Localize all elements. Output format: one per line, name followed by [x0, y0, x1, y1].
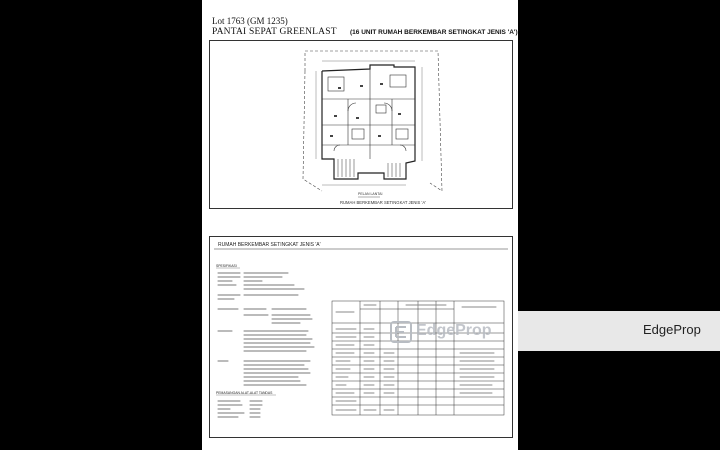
- side-label-text: EdgeProp: [643, 322, 701, 337]
- spec-heading: SPESIFIKASI: [216, 264, 237, 268]
- document-page: [202, 0, 518, 450]
- plan-label: PELAN LANTAI: [358, 192, 383, 196]
- lot-number: Lot 1763 (GM 1235): [212, 16, 288, 26]
- floor-plan-panel: [209, 40, 513, 209]
- units-description: (16 UNIT RUMAH BERKEMBAR SETINGKAT JENIS 'A'): [350, 29, 518, 36]
- pemasangan-heading: PEMASANGAN ALAT-ALAT TANDAS: [216, 391, 273, 395]
- project-name: PANTAI SEPAT GREENLAST: [212, 27, 337, 37]
- watermark-text: EdgeProp: [416, 322, 492, 339]
- floor-plan-drawing: [210, 41, 512, 208]
- plan-caption: RUMAH BERKEMBAR SETINGKAT JENIS 'A': [340, 200, 426, 205]
- spec-title: RUMAH BERKEMBAR SETINGKAT JENIS 'A': [218, 242, 321, 248]
